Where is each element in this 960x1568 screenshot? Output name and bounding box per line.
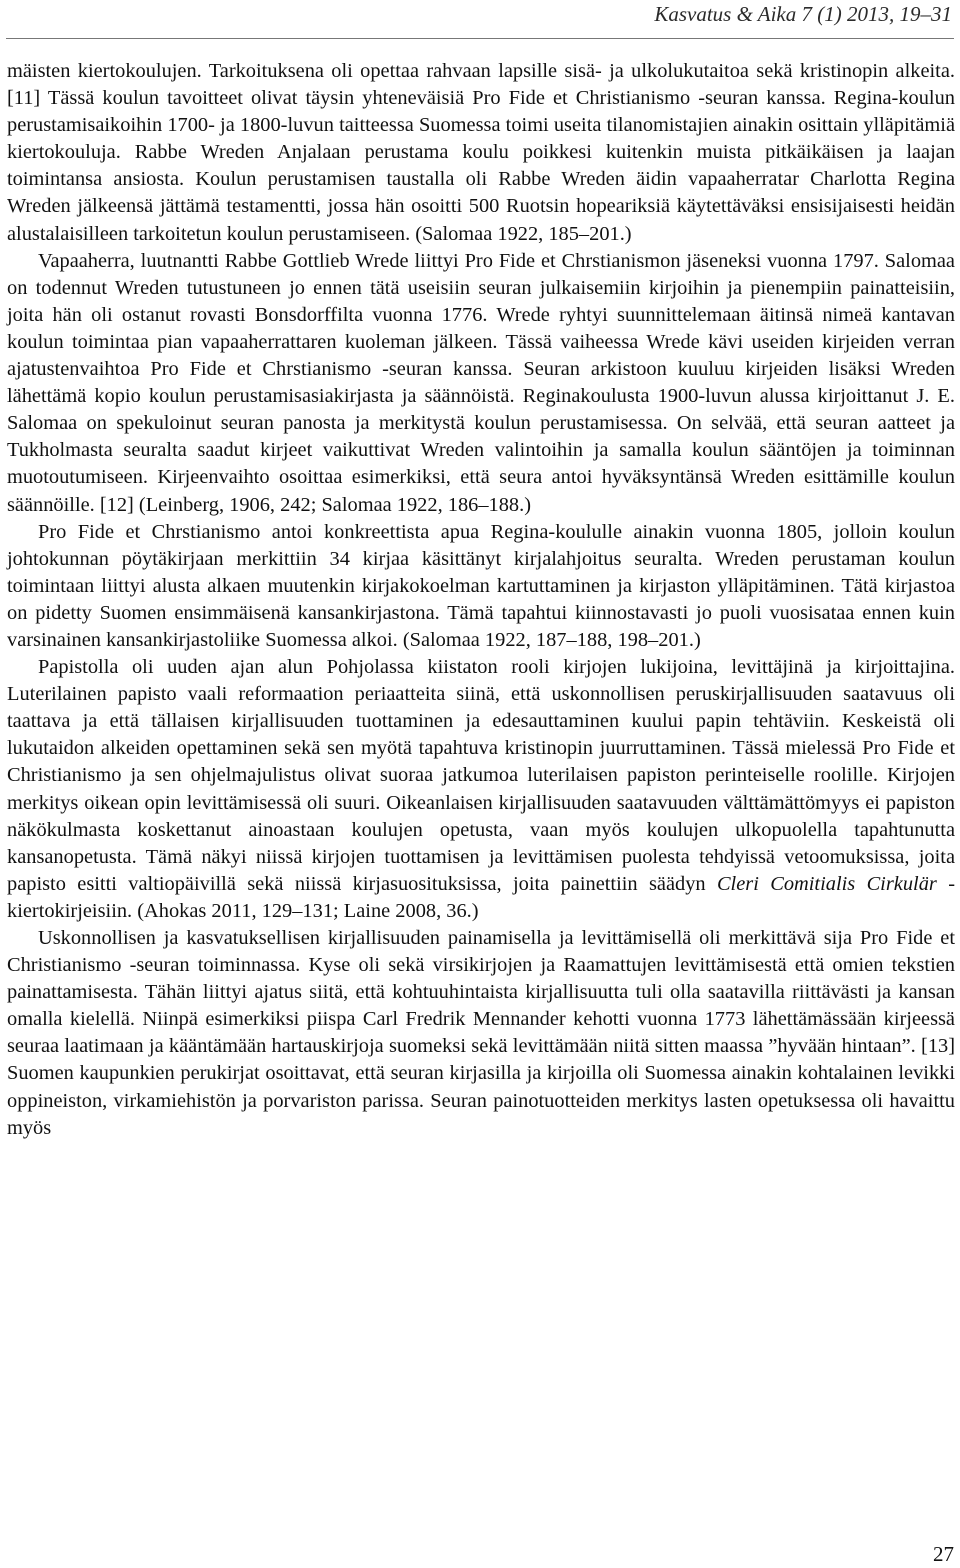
paragraph-4-italic-title: Cleri Comitialis Cirkulär [716,872,937,895]
paragraph-3-text: Pro Fide et Chrstianismo antoi konkreettista apua Regina-koululle ainakin vuonna 1805, jolloin koulun johtokunnan pöytäkirjaan merkittiin 34 kirjaa käsittänyt kirjalahjoitus seuralta. Wreden perustaman koulun toimintaan liittyi alusta alkaen muutenkin kirjakokoelman kartuttaminen ja kirjaston ylläpitäminen. Tätä kirjastoa on pidetty Suomen ensimmäisenä kansankirjastona. Tämä tapahtui kiinnostavasti jo puoli vuosisataa ennen kuin varsinainen kansankirjastoliike Suomessa alkoi. (Salomaa 1922, 187–188, 198–201.) [7,520,955,651]
paragraph-3 [7,519,955,654]
paragraph-2 [7,248,955,519]
paragraph-1 [7,58,955,248]
page-number: 27 [933,1542,954,1566]
paragraph-1-text: mäisten kiertokoulujen. Tarkoituksena oli opettaa rahvaan lapsille sisä- ja ulkolukutaitoa sekä kristinopin alkeita. [11] Tässä koulun tavoitteet olivat täysin yhteneväisiä Pro Fide et Christianismo -seuran kanssa. Regina-koulun perustamisaikoihin 1700- ja 1800-luvun taitteessa Suomessa toimi useita tilanomistajien ainakin osittain ylläpitämiä kiertokouluja. Rabbe Wreden Anjalaan perustama koulu poikkesi kuitenkin muista pitkäikäisen ja laajan toimintansa ansiosta. Koulun perustamisen taustalla oli Rabbe Wreden äidin vapaaherratar Charlotta Regina Wreden jälkeensä jättämä testamentti, jossa hän osoitti 500 Ruotsin hopeariksiä käytettäväksi ensisijaisesti heidän alustalaisilleen tarkoitetun koulun perustamiseen. (Salomaa 1922, 185–201.) [7,60,955,245]
header-rule [6,38,954,39]
paragraph-2-text: Vapaaherra, luutnantti Rabbe Gottlieb Wrede liittyi Pro Fide et Chrstianismon jäseneksi vuonna 1797. Salomaa on todennut Wreden tutustuneen jo ennen tätä useisiin seuran julkaisemiin kirjoihin ja pienempiin painatteisiin, joita hän oli ostanut rovasti Bonsdorffilta vuonna 1776. Wrede ryhtyi suunnittelemaan äitinsä nimeä kantavan koulun toimintaa pian vapaaherrattaren kuoleman jälkeen. Tässä vaiheessa Wrede kävi useiden kirjeiden verran ajatustenvaihtoa Pro Fide et Chrstianismo -seuran kanssa. Seuran arkistoon kuuluu kirjeiden lisäksi Wreden lähettämä kopio koulun perustamisasiakirjasta ja säännöistä. Reginakoulusta 1900-luvun alussa kirjoittanut J. E. Salomaa on spekuloinut seuran panosta ja merkitystä koulun perustamisessa. On selvää, että seuran aatteet ja Tukholmasta seuralta saadut kirjeet vaikuttivat Wreden valintoihin ja samalla koulun sääntöjen ja toiminnan muotoutumiseen. Kirjeenvaihto osoittaa esimerkiksi, että seura antoi hyväksyntänsä Wreden esittämille koulun säännöille. [12] (Leinberg, 1906, 242; Salomaa 1922, 186–188.) [7,249,955,516]
running-header: Kasvatus & Aika 7 (1) 2013, 19–31 [654,2,952,26]
body-text [7,58,955,1142]
paragraph-4-text: Papistolla oli uuden ajan alun Pohjolassa kiistaton rooli kirjojen lukijoina, levittäjinä ja kirjoittajina. Luterilainen papisto vaali reformaation periaatteita siinä, että uskonnollisen peruskirjallisuuden saatavuus oli taattava ja että tällaisen kirjallisuuden tuottaminen ja edesauttaminen kuului papin tehtäviin. Keskeistä oli lukutaidon alkeiden opettaminen sekä sen myötä tapahtuva kristinopin juurruttaminen. Tässä mielessä Pro Fide et Christianismo ja sen ohjelmajulistus olivat suoraa jatkumoa luterilaisen papiston perinteiselle roolille. Kirjojen merkitys oikean opin levittämisessä oli suuri. Oikeanlaisen kirjallisuuden saatavuuden välttämättömyys ei papiston näkökulmasta koskettanut ainoastaan koulujen opetusta, vaan myös koulujen ulkopuolella tapahtunutta kansanopetusta. Tämä näkyi niissä kirjojen tuottamisen ja levittämisen puolesta tehdyissä vetoomuksissa, joita papisto esitti valtiopäivillä sekä niissä kirjasuosituksissa, joita painettiin säädyn [7,656,955,895]
paragraph-5-text: Uskonnollisen ja kasvatuksellisen kirjallisuuden painamisella ja levittämisellä oli merkittävä sija Pro Fide et Christianismo -seuran toiminnassa. Kyse oli sekä virsikirjojen ja Raamattujen levittämisestä että omien tekstien painattamisesta. Tähän liittyi ajatus siitä, että kohtuuhintaista kirjallisuutta tuli olla saatavilla riittävästi ja kansan omalla kielellä. Niinpä esimerkiksi piispa Carl Fredrik Mennander kehotti vuonna 1773 lähettämässään kirjeessä seuraa laatimaan ja kääntämään hartauskirjoja suomeksi sekä levittämään niitä sitten maassa ”hyvään hintaan”. [13] Suomen kaupunkien perukirjat osoittavat, että seuran kirjasilla ja kirjoilla oli Suomessa ainakin kohtalainen levikki oppineiston, virkamiehistön ja porvariston parissa. Seuran painotuotteiden merkitys lasten opetuksessa oli havaittu myös [7,927,955,1139]
paragraph-4 [7,654,955,925]
paragraph-5 [7,925,955,1142]
paragraph-4-text-end: -kiertokirjeisiin. (Ahokas 2011, 129–131; Laine 2008, 36.) [7,872,955,922]
